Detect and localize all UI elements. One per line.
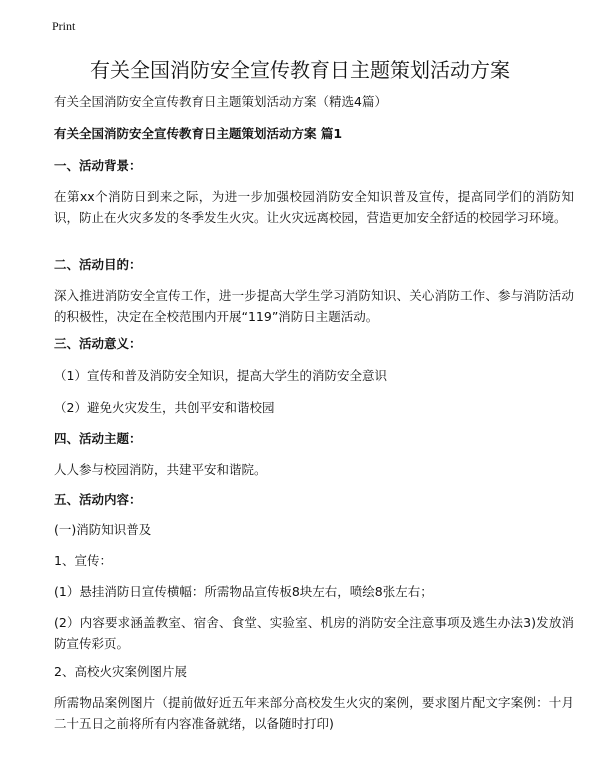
section-heading-theme: 四、活动主题：	[54, 431, 142, 446]
content-item-banners: (1）悬挂消防日宣传横幅：所需物品宣传板8块左右，喷绘8张左右；	[54, 584, 433, 599]
content-subheading-knowledge: (一)消防知识普及	[54, 522, 152, 537]
section-heading-content: 五、活动内容：	[54, 492, 142, 507]
content-text-cases: 所需物品案例图片（提前做好近五年来部分高校发生火灾的案例，要求图片配文字案例：十月二十五日之前将所有内容准备就绪，以备随时打印)	[54, 695, 574, 731]
section-text-background: 在第xx个消防日到来之际，为进一步加强校园消防安全知识普及宣传，提高同学们的消防知识，防止在火灾多发的冬季发生火灾。让火灾远离校园，营造更加安全舒适的校园学习环境。	[54, 189, 574, 225]
section-text-purpose: 深入推进消防安全宣传工作，进一步提高大学生学习消防知识、关心消防工作、参与消防活动的积极性，决定在全校范围内开展“119”消防日主题活动。	[54, 288, 574, 324]
section-heading-purpose: 二、活动目的：	[54, 257, 142, 272]
significance-item-2: （2）避免火灾发生，共创平安和谐校园	[54, 400, 275, 415]
print-link[interactable]: Print	[52, 19, 76, 33]
section-heading-significance: 三、活动意义：	[54, 336, 142, 351]
subtitle: 有关全国消防安全宣传教育日主题策划活动方案（精选4篇）	[54, 94, 387, 109]
section-heading-background: 一、活动背景：	[54, 158, 142, 173]
significance-item-1: （1）宣传和普及消防安全知识，提高大学生的消防安全意识	[54, 368, 387, 383]
page-title: 有关全国消防安全宣传教育日主题策划活动方案	[90, 58, 510, 82]
content-item-requirements: (2）内容要求涵盖教室、宿舍、食堂、实验室、机房的消防安全注意事项及逃生办法3)发放消防宣传彩页。	[54, 615, 574, 651]
content-subheading-exhibition: 2、高校火灾案例图片展	[54, 664, 187, 679]
section-text-theme: 人人参与校园消防，共建平安和谐院。	[54, 462, 267, 477]
content-subheading-publicity: 1、宣传：	[54, 553, 112, 568]
article-heading: 有关全国消防安全宣传教育日主题策划活动方案 篇1	[54, 126, 343, 141]
